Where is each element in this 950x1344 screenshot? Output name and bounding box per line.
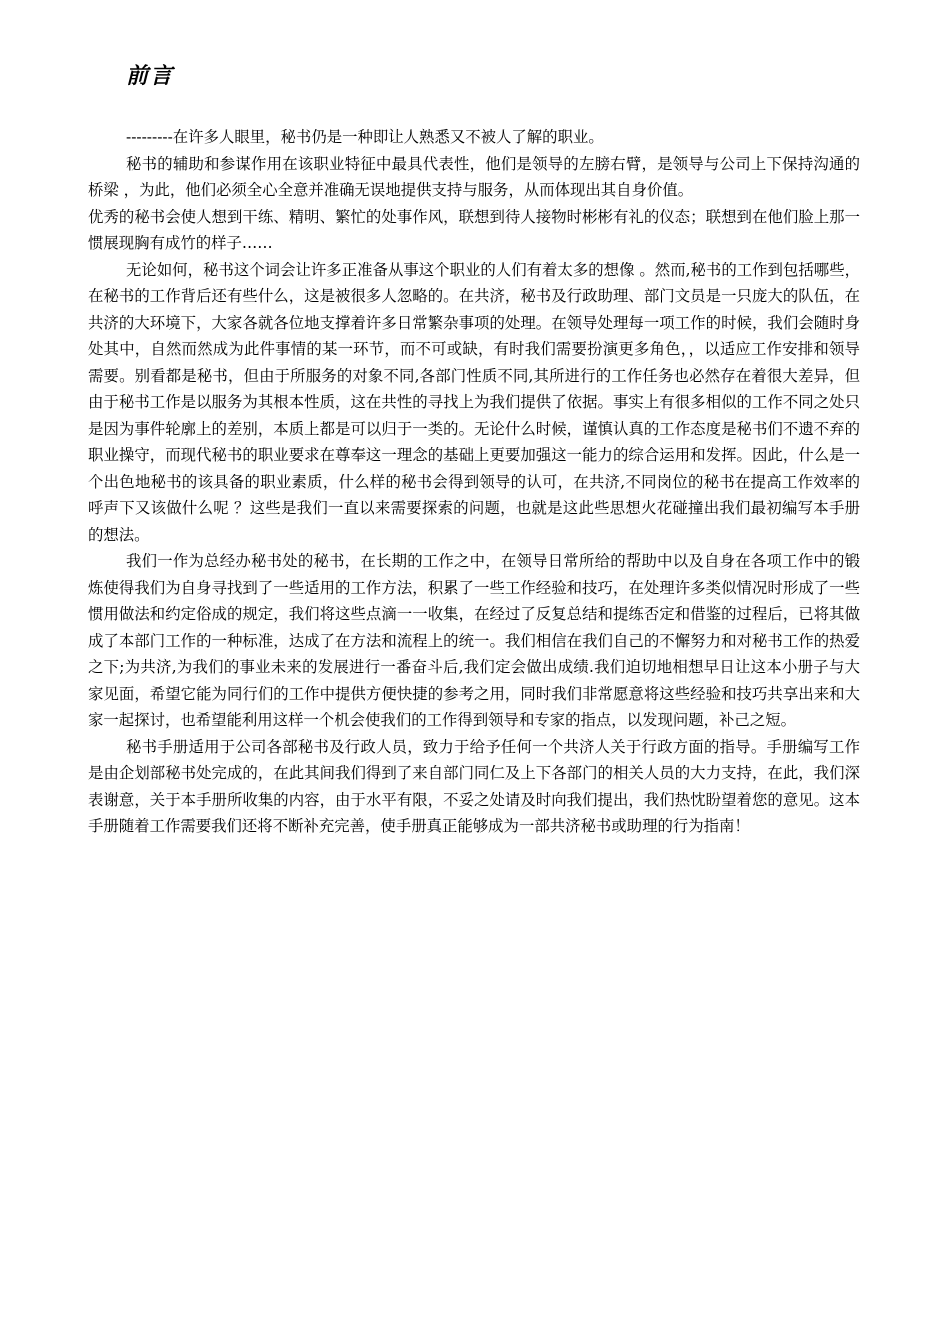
paragraph-role: 秘书的辅助和参谋作用在该职业特征中最具代表性，他们是领导的左膀右臂，是领导与公司上下保持沟通的桥梁 ，为此，他们必须全心全意并准确无误地提供支持与服务，从而体现出其自身价值。 <box>88 154 860 199</box>
paragraph-impression: 优秀的秘书会使人想到干练、精明、繁忙的处事作风，联想到待人接物时彬彬有礼的仪态；联想到在他们脸上那一惯展现胸有成竹的样子…… <box>88 207 860 252</box>
paragraph-handbook-purpose: 秘书手册适用于公司各部秘书及行政人员，致力于给予任何一个共济人关于行政方面的指导。手册编写工作是由企划部秘书处完成的，在此其间我们得到了来自部门同仁及上下各部门的相关人员的大力支持，在此，我们深表谢意，关于本手册所收集的内容，由于水平有限，不妥之处请及时向我们提出，我们热忱盼望着您的意见。这本手册随着工作需要我们还将不断补充完善，使手册真正能够成为一部共济秘书或助理的行为指南！ <box>88 737 860 835</box>
paragraph-work-scope: 无论如何，秘书这个词会让许多正准备从事这个职业的人们有着太多的想像 。然而,秘书的工作到包括哪些，在秘书的工作背后还有些什么，这是被很多人忽略的。在共济，秘书及行政助理、部门文员是一只庞大的队伍，在共济的大环境下，大家各就各位地支撑着许多日常繁杂事项的处理。在领导处理每一项工作的时候，我们会随时身处其中，自然而然成为此件事情的某一环节，而不可或缺，有时我们需要扮演更多角色，，以适应工作安排和领导需要。别看都是秘书，但由于所服务的对象不同,各部门性质不同,其所进行的工作任务也必然存在着很大差异，但由于秘书工作是以服务为其根本性质，这在共性的寻找上为我们提供了依据。事实上有很多相似的工作不同之处只是因为事件轮廓上的差别，本质上都是可以归于一类的。无论什么时候，谨慎认真的工作态度是秘书们不遗不弃的职业操守，而现代秘书的职业要求在尊奉这一理念的基础上更要加强这一能力的综合运用和发挥。因此，什么是一个出色地秘书的该具备的职业素质，什么样的秘书会得到领导的认可，在共济,不同岗位的秘书在提高工作效率的呼声下又该做什么呢 ？这些是我们一直以来需要探索的问题，也就是这此些思想火花碰撞出我们最初编写本手册的想法。 <box>88 260 860 544</box>
document-title: 前言 <box>126 64 175 89</box>
paragraph-intro: ---------在许多人眼里，秘书仍是一种即让人熟悉又不被人了解的职业。 <box>126 128 604 146</box>
paragraph-experience: 我们一作为总经办秘书处的秘书，在长期的工作之中，在领导日常所给的帮助中以及自身在各项工作中的锻炼使得我们为自身寻找到了一些适用的工作方法，积累了一些工作经验和技巧，在处理许多类似情况时形成了一些惯用做法和约定俗成的规定，我们将这些点滴一一收集，在经过了反复总结和提练否定和借鉴的过程后，已将其做成了本部门工作的一种标准，达成了在方法和流程上的统一。我们相信在我们自己的不懈努力和对秘书工作的热爱之下;为共济,为我们的事业未来的发展进行一番奋斗后,我们定会做出成绩.我们迫切地相想早日让这本小册子与大家见面，希望它能为同行们的工作中提供方便快捷的参考之用，同时我们非常愿意将这些经验和技巧共享出来和大家一起探讨，也希望能利用这样一个机会使我们的工作得到领导和专家的指点，以发现问题，补己之短。 <box>88 552 860 729</box>
document-body <box>88 124 860 840</box>
